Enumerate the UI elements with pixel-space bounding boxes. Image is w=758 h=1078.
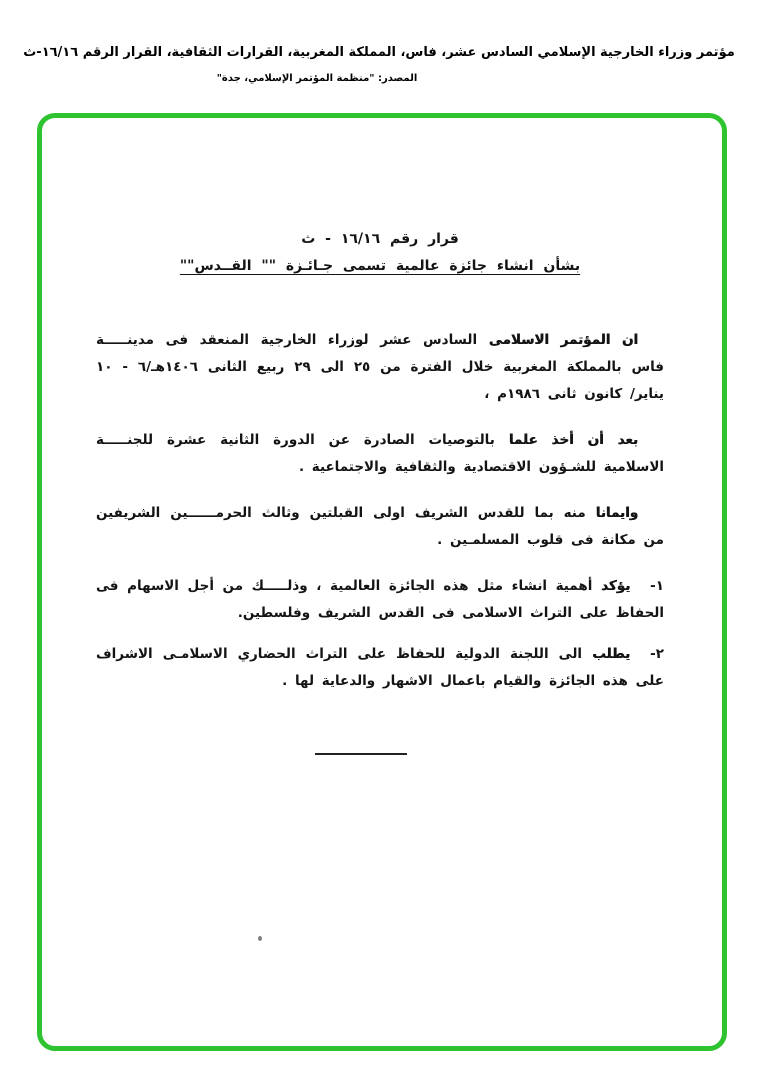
paragraph-text: منه بما للقدس الشريف اولى القبلتين وثالث الحرمــــــين الشريفين من مكانة فى قلوب المسلمـين . — [96, 505, 664, 548]
paragraph-recommendations — [96, 427, 664, 481]
paragraph-preamble — [96, 327, 664, 408]
item-lead: يطلب — [592, 646, 631, 662]
ink-speck — [258, 936, 262, 941]
list-item-2 — [96, 641, 664, 695]
paragraph-text: بالتوصيات الصادرة عن الدورة الثانية عشرة للجنـــــة الاسلامية للشـؤون الاقتصادية والثقافية والاجتماعية . — [96, 432, 664, 475]
resolution-title: قرار رقم ١٦/١٦ - ث — [301, 231, 459, 247]
list-item-1 — [96, 573, 664, 627]
source-line: المصدر: "منظمة المؤتمر الإسلامي، جدة" — [216, 73, 418, 84]
page-header-title: مؤتمر وزراء الخارجية الإسلامي السادس عشر، فاس، المملكة المغربية، القرارات الثقافية، القرار الرقم ١٦/١٦-ث — [23, 45, 735, 60]
paragraph-lead: ان المؤتمر الاسلامى — [488, 332, 638, 348]
item-number: ٢- — [650, 646, 664, 662]
signature-line — [315, 753, 407, 755]
paragraph-lead: بعد أن أخذ علما — [508, 432, 638, 448]
paragraph-text: السادس عشر لوزراء الخارجية المنعقد فى مدينـــــة فاس بالمملكة المغربية خلال الفترة من ٢٥ الى ٢٩ ربيع الثانى ١٤٠٦هـ/٦ - ١٠ يناير/ كانون ثانى ١٩٨٦م ، — [96, 332, 664, 402]
resolution-subtitle: بشأن انشاء جائزة عالمية تسمى جـائـزة "" القــدس"" — [179, 258, 581, 274]
paragraph-faith — [96, 500, 664, 554]
document-scan — [42, 118, 722, 755]
resolution-body — [96, 327, 664, 755]
item-lead: يؤكد — [600, 578, 631, 594]
item-number: ١- — [650, 578, 664, 594]
item-text: الى اللجنة الدولية للحفاظ على التراث الحضاري الاسلامـى الاشراف على هذه الجائزة والقيام باعمال الاشهار والدعاية لها . — [96, 646, 664, 689]
document-frame — [37, 113, 727, 1051]
item-text: أهمية انشاء مثل هذه الجائزة العالمية ، وذلـــــك من أجل الاسهام فى الحفاظ على التراث الاسلامى فى القدس الشريف وفلسطين. — [96, 578, 664, 621]
paragraph-lead: وايمانا — [595, 505, 638, 521]
